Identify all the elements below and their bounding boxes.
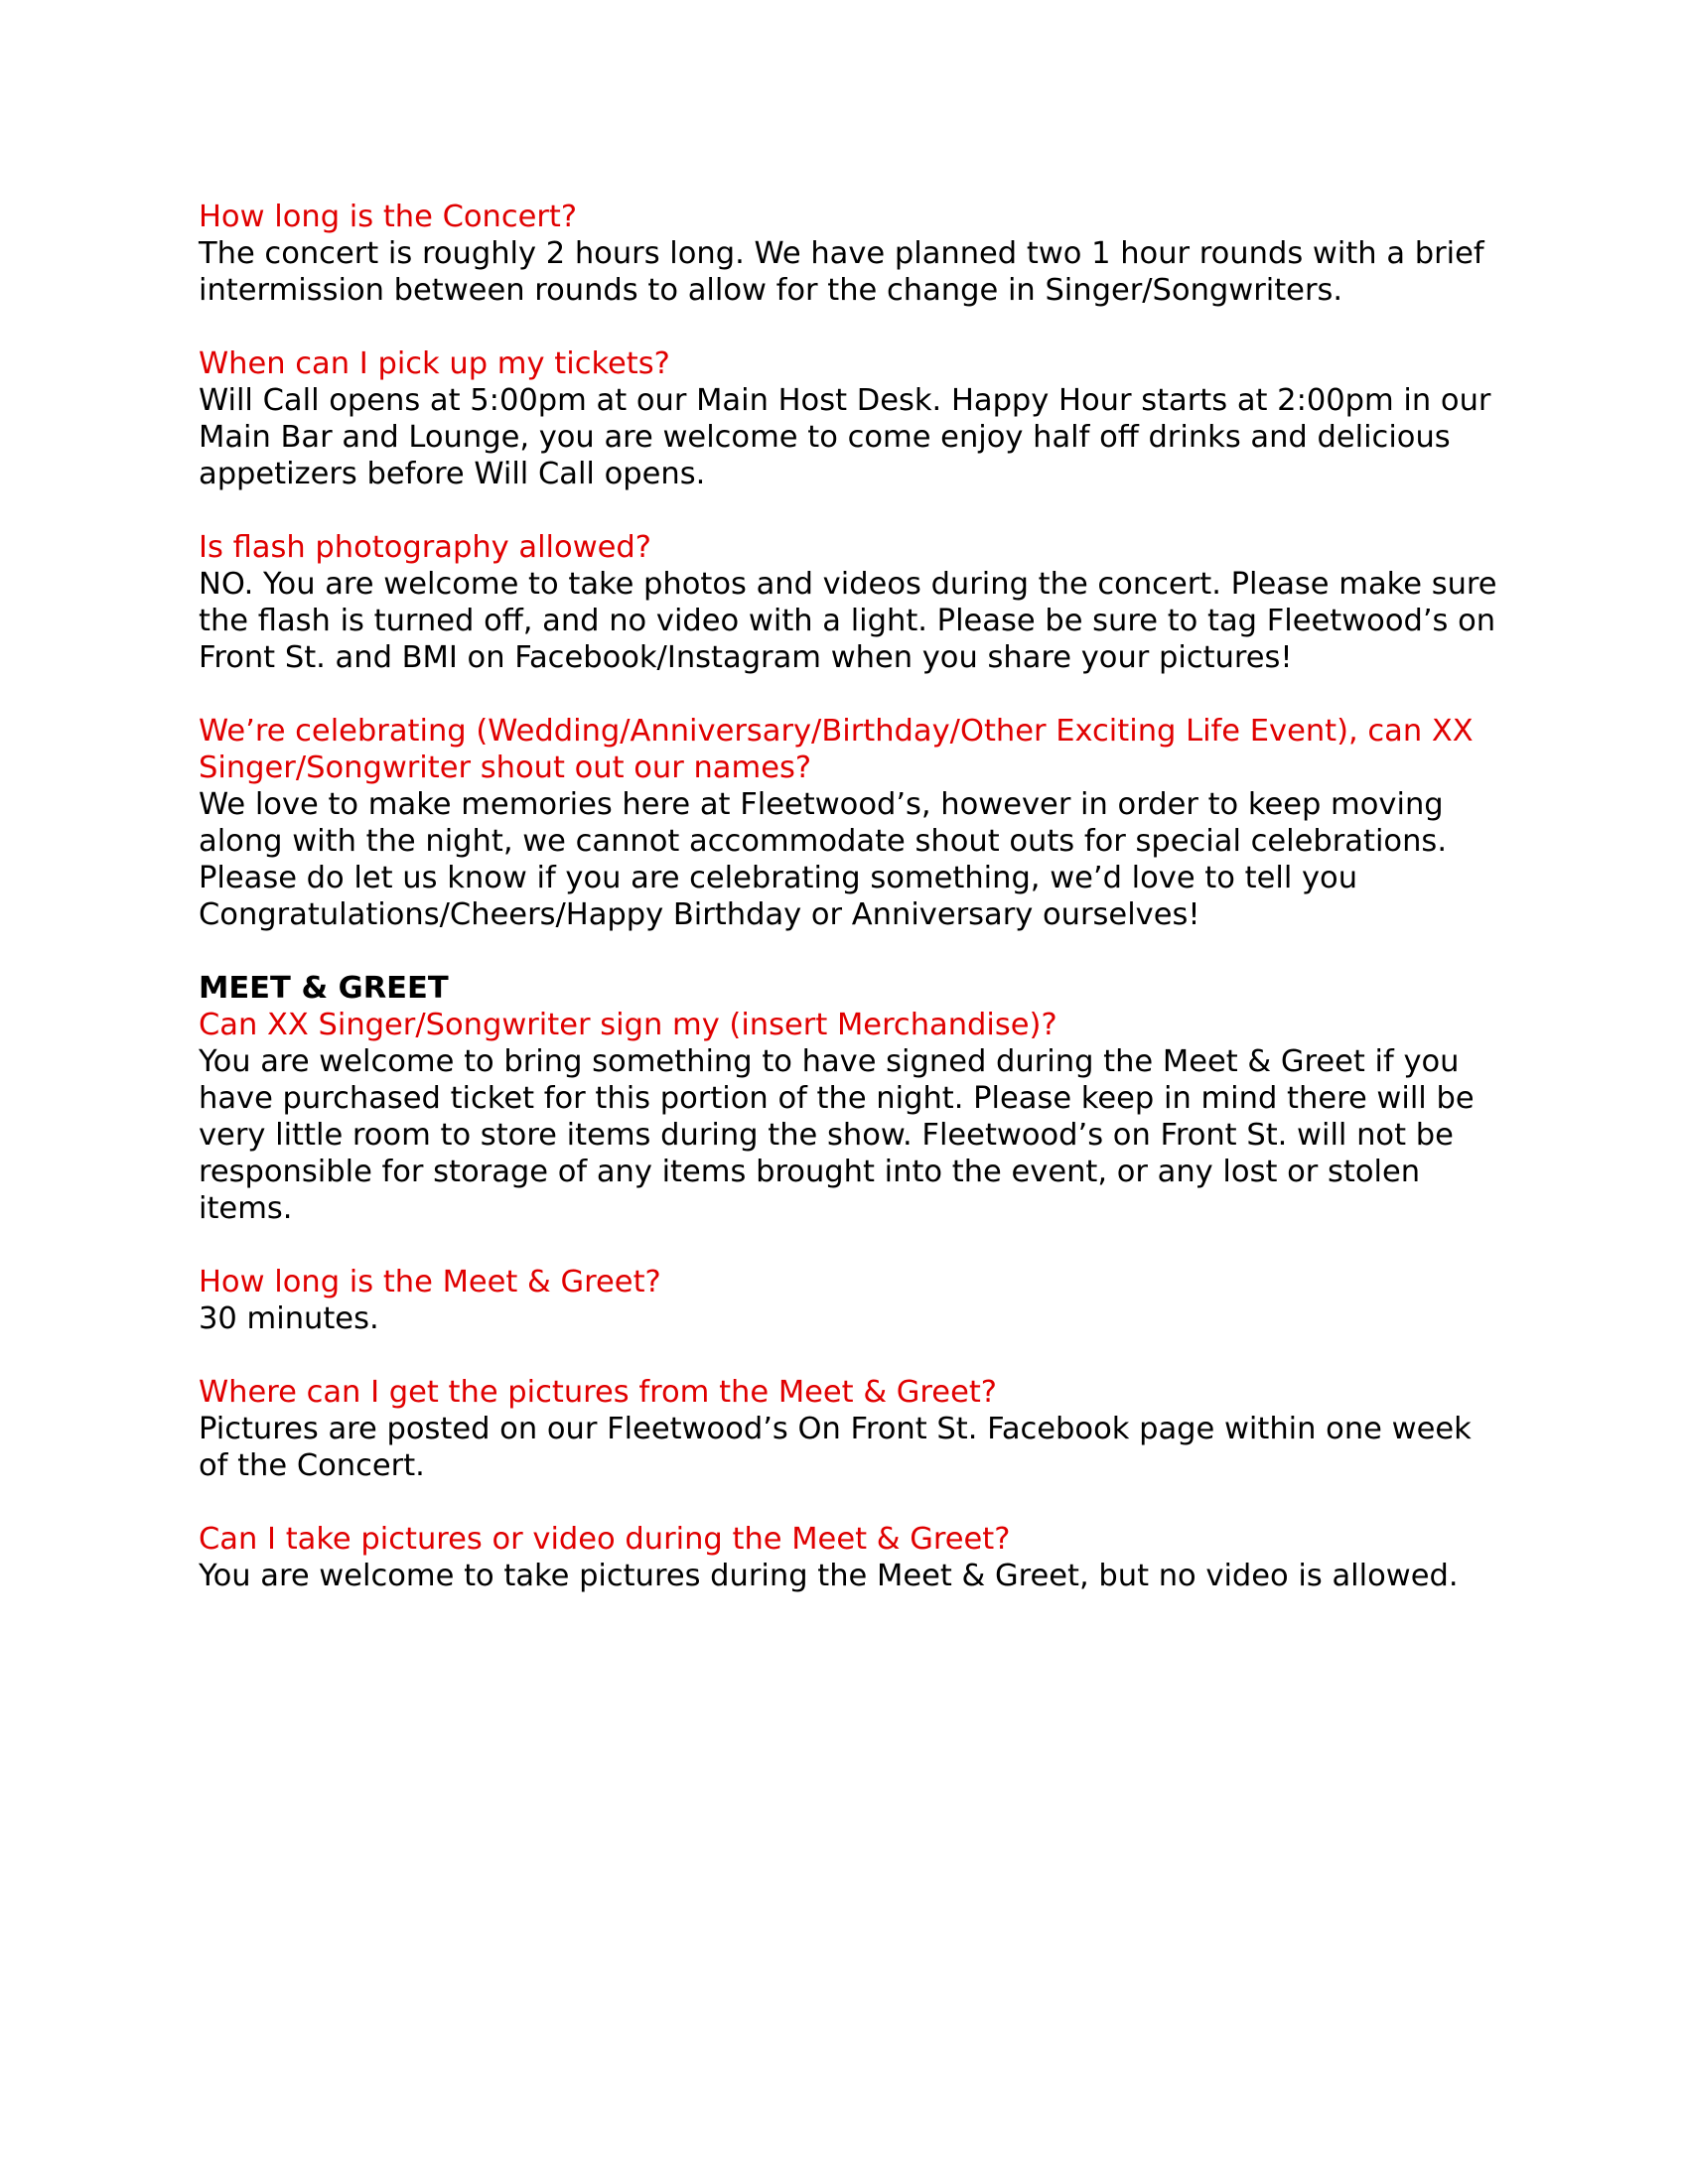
faq-question: Can I take pictures or video during the Meet & Greet? [199, 1522, 1011, 1557]
faq-answer: You are welcome to take pictures during the Meet & Greet, but no video is allowed. [199, 1559, 1459, 1593]
faq-question: Where can I get the pictures from the Meet & Greet? [199, 1375, 997, 1410]
faq-item-meet-greet-video [199, 1521, 1499, 1594]
faq-answer: Pictures are posted on our Fleetwood’s On Front St. Facebook page within one week of the Concert. [199, 1412, 1472, 1483]
faq-answer: We love to make memories here at Fleetwood’s, however in order to keep moving along with the night, we cannot accommodate shout outs for special celebrations. Please do let us know if you are celebrating something, we’d love to tell you Congratulations/Cheers/Happy Birthday or Anniversary ourselves! [199, 787, 1448, 932]
faq-answer: Will Call opens at 5:00pm at our Main Host Desk. Happy Hour starts at 2:00pm in our Main Bar and Lounge, you are welcome to come enjoy half off drinks and delicious appetizers before Will Call opens. [199, 383, 1491, 491]
faq-item-flash-photography [199, 529, 1499, 676]
faq-document [199, 199, 1499, 1631]
faq-answer: 30 minutes. [199, 1301, 379, 1336]
faq-question: We’re celebrating (Wedding/Anniversary/Birthday/Other Exciting Life Event), can XX Singer/Songwriter shout out our names? [199, 714, 1474, 785]
faq-question: Can XX Singer/Songwriter sign my (insert Merchandise)? [199, 1008, 1057, 1042]
section-heading-meet-greet: MEET & GREET [199, 971, 449, 1006]
faq-answer: NO. You are welcome to take photos and videos during the concert. Please make sure the flash is turned off, and no video with a light. Please be sure to tag Fleetwood’s on Front St. and BMI on Facebook/Instagram when you share your pictures! [199, 567, 1497, 675]
faq-item-merch-signing [199, 970, 1499, 1227]
faq-question: Is flash photography allowed? [199, 530, 651, 565]
faq-item-meet-greet-length [199, 1264, 1499, 1337]
faq-item-concert-length [199, 199, 1499, 309]
faq-item-celebrations [199, 713, 1499, 933]
faq-item-ticket-pickup [199, 345, 1499, 492]
faq-answer: The concert is roughly 2 hours long. We have planned two 1 hour rounds with a brief intermission between rounds to allow for the change in Singer/Songwriters. [199, 236, 1484, 308]
faq-question: How long is the Meet & Greet? [199, 1265, 661, 1299]
faq-question: How long is the Concert? [199, 200, 578, 234]
faq-item-meet-greet-pictures [199, 1374, 1499, 1484]
faq-question: When can I pick up my tickets? [199, 346, 670, 381]
faq-answer: You are welcome to bring something to have signed during the Meet & Greet if you have purchased ticket for this portion of the night. Please keep in mind there will be very little room to store items during the show. Fleetwood’s on Front St. will not be responsible for storage of any items brought into the event, or any lost or stolen items. [199, 1044, 1475, 1226]
